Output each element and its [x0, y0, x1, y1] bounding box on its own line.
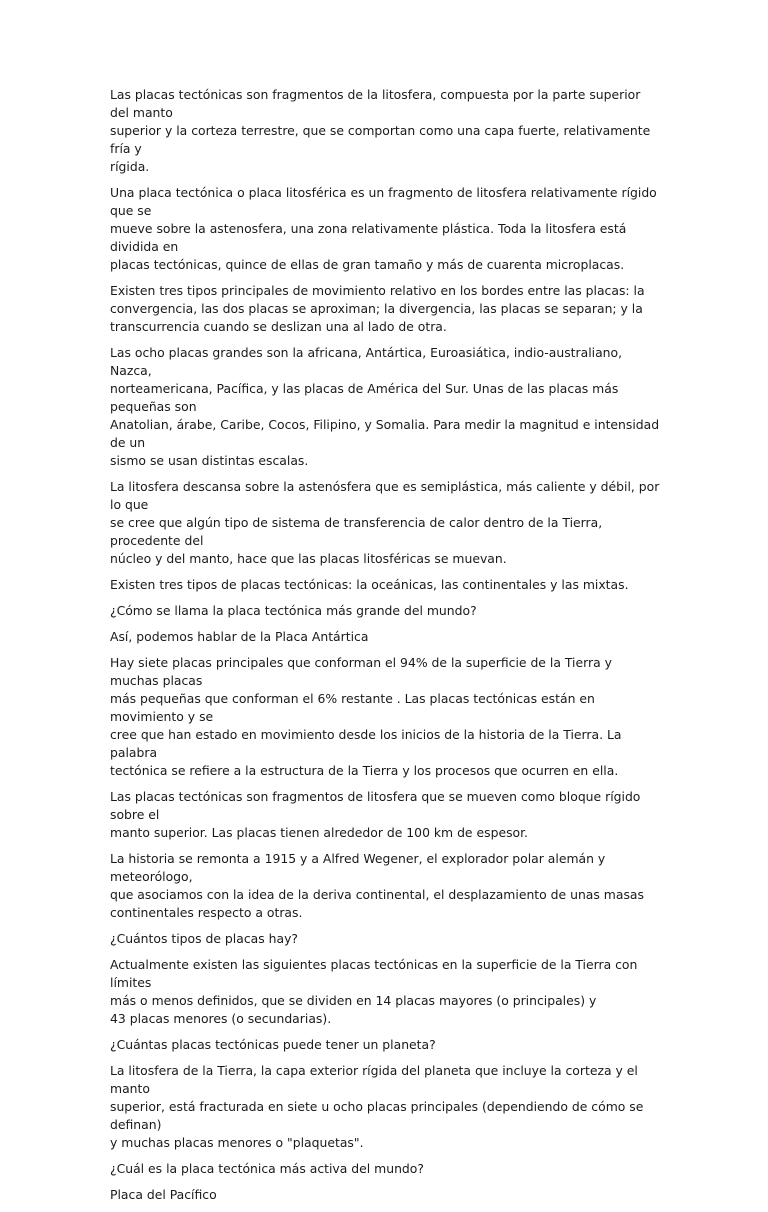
paragraph: Existen tres tipos de placas tectónicas: la oceánicas, las continentales y las mixtas. — [110, 577, 629, 592]
paragraph: Las ocho placas grandes son la africana, Antártica, Euroasiática, indio-australiano, Nazca, norteamericana, Pacífica, y las placas de América del Sur. Unas de las placas más pequeñas son Anatolian, árabe, Caribe, Cocos, Filipino, y Somalia. Para medir la magnitud e intensidad de un sismo se usan distintas escalas. — [110, 345, 660, 468]
question: ¿Cómo se llama la placa tectónica más grande del mundo? — [110, 603, 477, 618]
paragraph: La historia se remonta a 1915 y a Alfred Wegener, el explorador polar alemán y meteorólogo, que asociamos con la idea de la deriva continental, el desplazamiento de unas masas continentales respecto a otras. — [110, 851, 644, 920]
question: ¿Cuál es la placa tectónica más activa del mundo? — [110, 1161, 424, 1176]
paragraph: Existen tres tipos principales de movimiento relativo en los bordes entre las placas: la convergencia, las dos placas se aproximan; la divergencia, las placas se separan; y la transcurrencia cuando se deslizan una al lado de otra. — [110, 283, 645, 334]
paragraph: Placa del Pacífico — [110, 1187, 217, 1202]
paragraph: La litosfera de la Tierra, la capa exterior rígida del planeta que incluye la corteza y el manto superior, está fracturada en siete u ocho placas principales (dependiendo de cómo se definan) y muchas placas menores o "plaquetas". — [110, 1063, 644, 1150]
paragraph: Así, podemos hablar de la Placa Antártica — [110, 629, 369, 644]
paragraph: Actualmente existen las siguientes placas tectónicas en la superficie de la Tierra con límites más o menos definidos, que se dividen en 14 placas mayores (o principales) y 43 placas menores (o secundarias). — [110, 957, 638, 1026]
paragraph: Las placas tectónicas son fragmentos de la litosfera, compuesta por la parte superior del manto superior y la corteza terrestre, que se comportan como una capa fuerte, relativamente fría y rígida. — [110, 87, 651, 174]
paragraph: La litosfera descansa sobre la astenósfera que es semiplástica, más caliente y débil, por lo que se cree que algún tipo de sistema de transferencia de calor dentro de la Tierra, procedente del núcleo y del manto, hace que las placas litosféricas se muevan. — [110, 479, 660, 566]
paragraph: Las placas tectónicas son fragmentos de litosfera que se mueven como bloque rígido sobre el manto superior. Las placas tienen alrededor de 100 km de espesor. — [110, 789, 641, 840]
document-page — [110, 86, 660, 1212]
paragraph: Hay siete placas principales que conforman el 94% de la superficie de la Tierra y muchas placas más pequeñas que conforman el 6% restante . Las placas tectónicas están en movimiento y se cree que han estado en movimiento desde los inicios de la historia de la Tierra. La palabra tectónica se refiere a la estructura de la Tierra y los procesos que ocurren en ella. — [110, 655, 622, 778]
paragraph: Una placa tectónica o placa litosférica es un fragmento de litosfera relativamente rígido que se mueve sobre la astenosfera, una zona relativamente plástica. Toda la litosfera está dividida en placas tectónicas, quince de ellas de gran tamaño y más de cuarenta microplacas. — [110, 185, 657, 272]
question: ¿Cuántos tipos de placas hay? — [110, 931, 298, 946]
question: ¿Cuántas placas tectónicas puede tener un planeta? — [110, 1037, 436, 1052]
